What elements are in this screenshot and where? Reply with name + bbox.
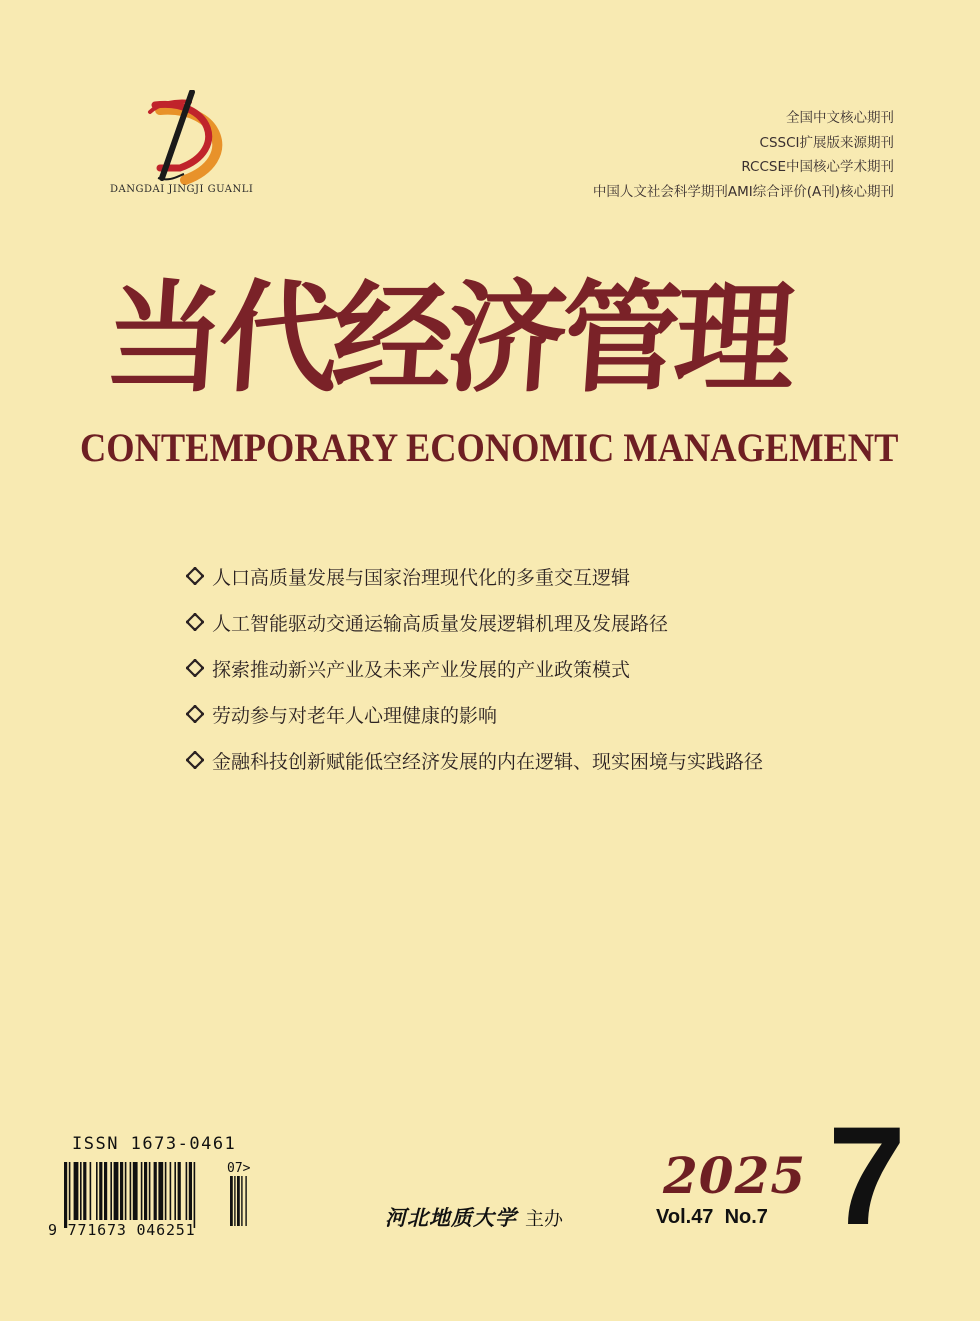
- publisher-role: 主办: [525, 1208, 564, 1230]
- highlight-text: 人工智能驱动交通运输高质量发展逻辑机理及发展路径: [212, 612, 669, 635]
- logo-caption: DANGDAI JINGJI GUANLI: [110, 184, 254, 195]
- issn-label: ISSN 1673-0461: [72, 1134, 237, 1154]
- diamond-bullet-icon: [186, 613, 204, 631]
- highlight-item: [186, 691, 886, 737]
- diamond-bullet-icon: [186, 705, 204, 723]
- volume-label: Vol.: [656, 1206, 692, 1228]
- highlight-item: [186, 645, 886, 691]
- number-label: No.: [724, 1206, 757, 1228]
- highlight-item: [186, 737, 886, 783]
- publisher-university: 河北地质大学: [385, 1205, 517, 1230]
- number-value: 7: [756, 1206, 768, 1228]
- title-chinese: 当代经济管理: [100, 268, 794, 409]
- diamond-bullet-icon: [186, 751, 204, 769]
- highlight-text: 探索推动新兴产业及未来产业发展的产业政策模式: [212, 658, 631, 681]
- index-list: [593, 106, 894, 204]
- issue-year: 2025: [663, 1146, 807, 1205]
- highlight-text: 金融科技创新赋能低空经济发展的内在逻辑、现实困境与实践路径: [212, 750, 764, 773]
- diamond-bullet-icon: [186, 567, 204, 585]
- highlight-text: 劳动参与对老年人心理健康的影响: [212, 704, 498, 727]
- volume-value: 47: [691, 1206, 714, 1228]
- index-line: 全国中文核心期刊: [786, 110, 894, 126]
- barcode-digits: 9 771673 046251: [48, 1221, 196, 1239]
- highlight-list: [186, 553, 886, 783]
- index-line: 中国人文社会科学期刊AMI综合评价(A刊)核心期刊: [592, 183, 894, 200]
- index-line: RCCSE中国核心学术期刊: [741, 159, 894, 175]
- issue-number-large: 7: [828, 1097, 906, 1254]
- index-line: CSSCI扩展版来源期刊: [759, 134, 894, 151]
- volume-number: [656, 1206, 768, 1229]
- highlight-text: 人口高质量发展与国家治理现代化的多重交互逻辑: [212, 566, 631, 589]
- diamond-bullet-icon: [186, 659, 204, 677]
- highlight-item: [186, 553, 886, 599]
- barcode-addon: 07>: [227, 1161, 251, 1176]
- highlight-item: [186, 599, 886, 645]
- title-english: CONTEMPORARY ECONOMIC MANAGEMENT: [80, 425, 899, 470]
- publisher: [385, 1202, 563, 1232]
